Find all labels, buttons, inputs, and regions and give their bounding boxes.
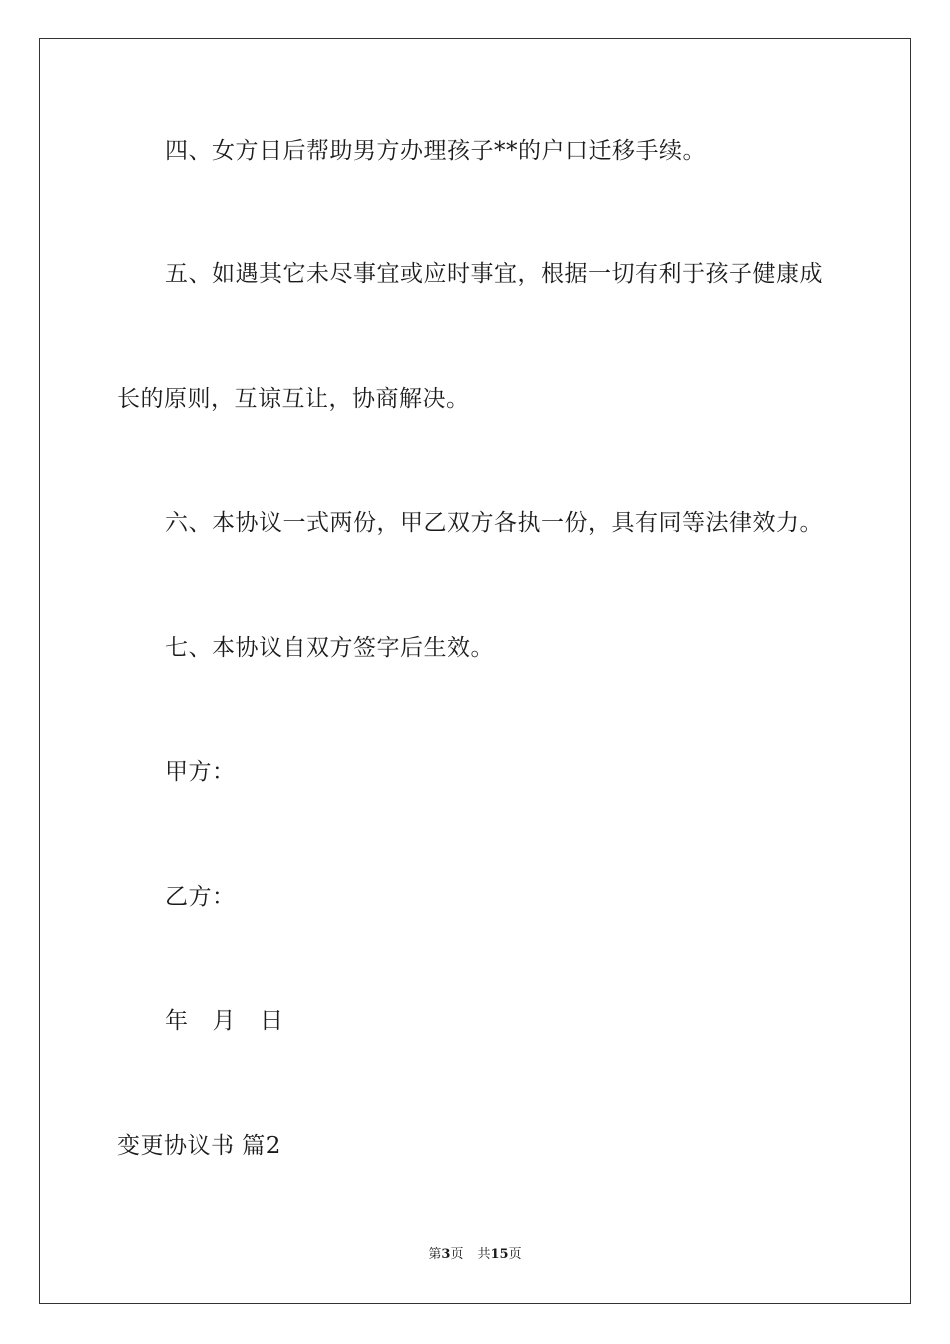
page-footer [0, 1246, 950, 1264]
date-month: 月 [212, 1008, 236, 1034]
clause-five-line-1: 五、如遇其它未尽事宜或应时事宜，根据一切有利于孩子健康成 [165, 261, 823, 287]
date-year: 年 [165, 1008, 189, 1034]
party-a-label: 甲方： [165, 759, 236, 785]
page-current: 3 [441, 1247, 451, 1262]
page-border [39, 38, 911, 1304]
clause-six: 六、本协议一式两份，甲乙双方各执一份，具有同等法律效力。 [165, 510, 823, 536]
clause-seven: 七、本协议自双方签字后生效。 [165, 635, 494, 661]
total-prefix: 共 [477, 1247, 491, 1262]
clause-four: 四、女方日后帮助男方办理孩子**的户口迁移手续。 [165, 138, 706, 164]
page-suffix: 页 [450, 1247, 464, 1262]
party-b-label: 乙方： [165, 884, 236, 910]
page-total: 15 [490, 1247, 509, 1262]
page-prefix: 第 [428, 1247, 442, 1262]
section-title: 变更协议书 篇2 [117, 1133, 281, 1159]
clause-five-line-2: 长的原则，互谅互让，协商解决。 [117, 386, 470, 412]
total-suffix: 页 [508, 1247, 522, 1262]
date-line [165, 1006, 284, 1036]
date-day: 日 [260, 1008, 284, 1034]
